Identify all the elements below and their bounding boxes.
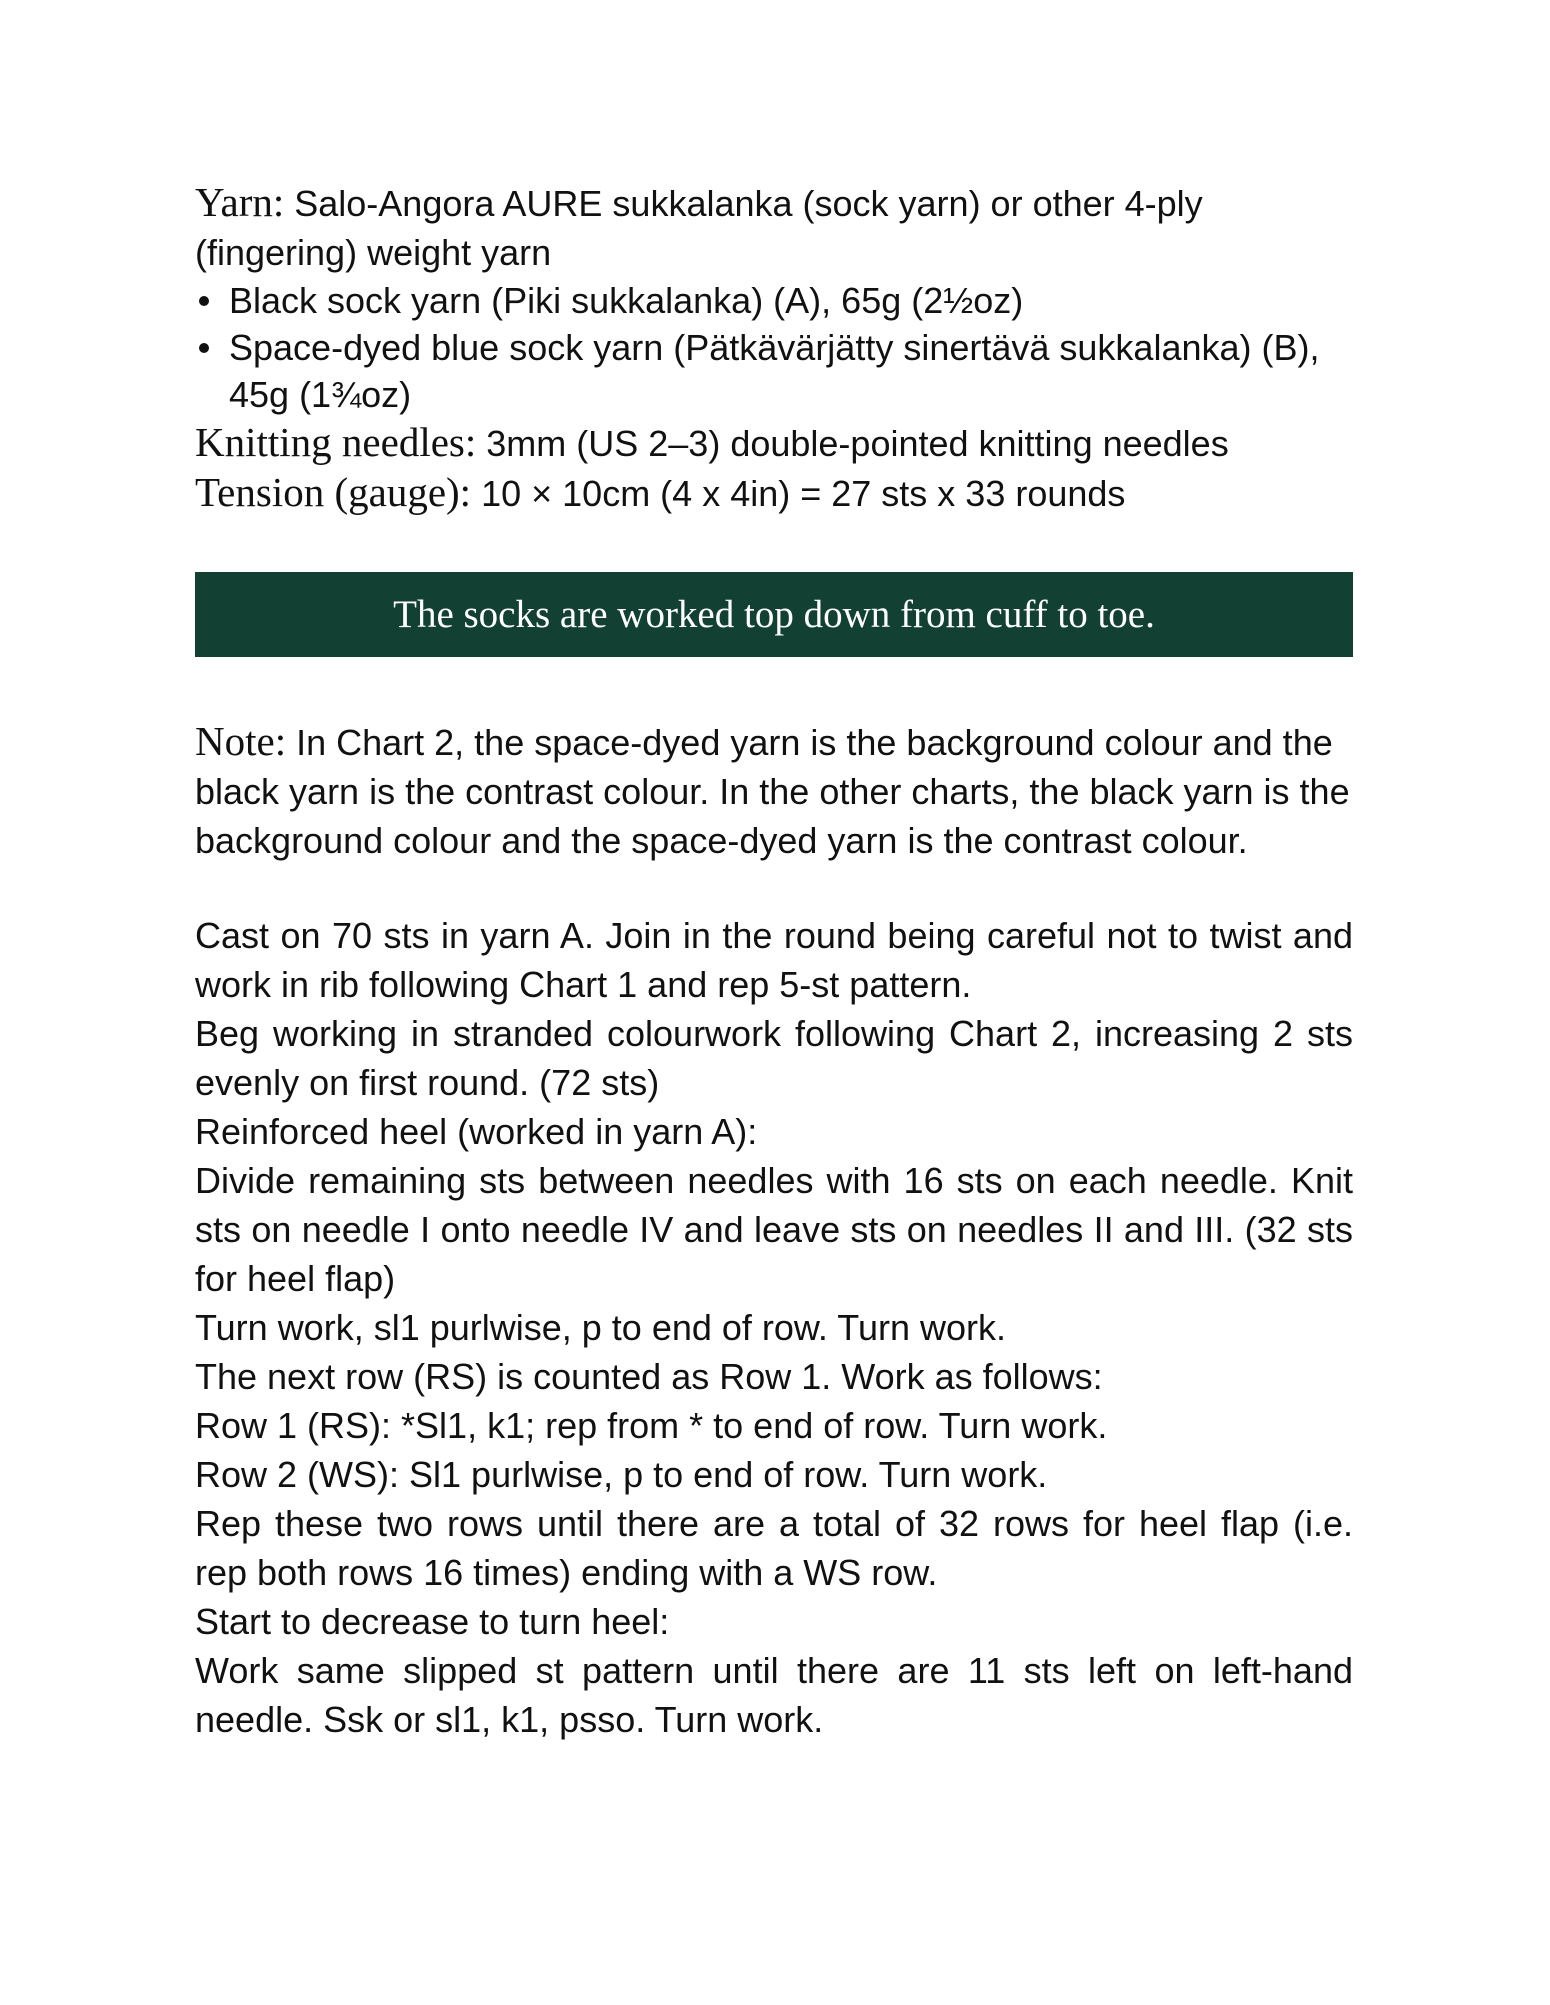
yarn-list [195,277,1353,418]
instructions [195,911,1353,1744]
instruction-paragraph: Beg working in stranded colourwork following Chart 2, increasing 2 sts evenly on first round. (72 sts) [195,1013,1353,1103]
note-paragraph [195,717,1353,865]
yarn-label: Yarn: [195,179,285,225]
pattern-page [195,178,1353,1744]
needles-label: Knitting needles: [195,419,477,465]
tension-text: 10 × 10cm (4 x 4in) = 27 sts x 33 rounds [471,473,1126,514]
heel-heading: Reinforced heel (worked in yarn A): [195,1111,758,1152]
instruction-paragraph: Cast on 70 sts in yarn A. Join in the round being careful not to twist and work in rib following Chart 1 and rep 5-st pattern. [195,915,1353,1005]
instruction-paragraph: Divide remaining sts between needles with 16 sts on each needle. Knit sts on needle I onto needle IV and leave sts on needles II and III. (32 sts for heel flap) [195,1160,1353,1299]
bullet-icon [199,343,209,353]
instruction-paragraph: Turn work, sl1 purlwise, p to end of row. Turn work. [195,1307,1006,1348]
instruction-paragraph: The next row (RS) is counted as Row 1. Work as follows: [195,1356,1103,1397]
note-label: Note: [195,718,287,764]
instruction-paragraph: Work same slipped st pattern until there are 11 sts left on left-hand needle. Ssk or sl1, k1, psso. Turn work. [195,1650,1353,1740]
yarn-list-item: Black sock yarn (Piki sukkalanka) (A), 65g (2½oz) [195,277,1353,324]
yarn-line [195,178,1353,277]
bullet-icon [199,296,209,306]
row-instruction: Row 2 (WS): Sl1 purlwise, p to end of row. Turn work. [195,1454,1048,1495]
needles-text: 3mm (US 2–3) double-pointed knitting needles [476,423,1229,464]
needles-line [195,418,1353,468]
tension-line [195,468,1353,518]
yarn-text: Salo-Angora AURE sukkalanka (sock yarn) or other 4-ply (fingering) weight yarn [195,183,1203,273]
construction-banner: The socks are worked top down from cuff to toe. [195,572,1353,657]
heel-turn-heading: Start to decrease to turn heel: [195,1601,670,1642]
tension-label: Tension (gauge): [195,469,472,515]
instruction-paragraph: Rep these two rows until there are a total of 32 rows for heel flap (i.e. rep both rows 16 times) ending with a WS row. [195,1503,1353,1593]
row-instruction: Row 1 (RS): *Sl1, k1; rep from * to end of row. Turn work. [195,1405,1108,1446]
note-text: In Chart 2, the space-dyed yarn is the background colour and the black yarn is the contrast colour. In the other charts, the black yarn is the background colour and the space-dyed yarn is the contrast colour. [195,722,1350,861]
yarn-list-item: Space-dyed blue sock yarn (Pätkävärjätty sinertävä sukkalanka) (B), 45g (1¾oz) [195,324,1353,418]
